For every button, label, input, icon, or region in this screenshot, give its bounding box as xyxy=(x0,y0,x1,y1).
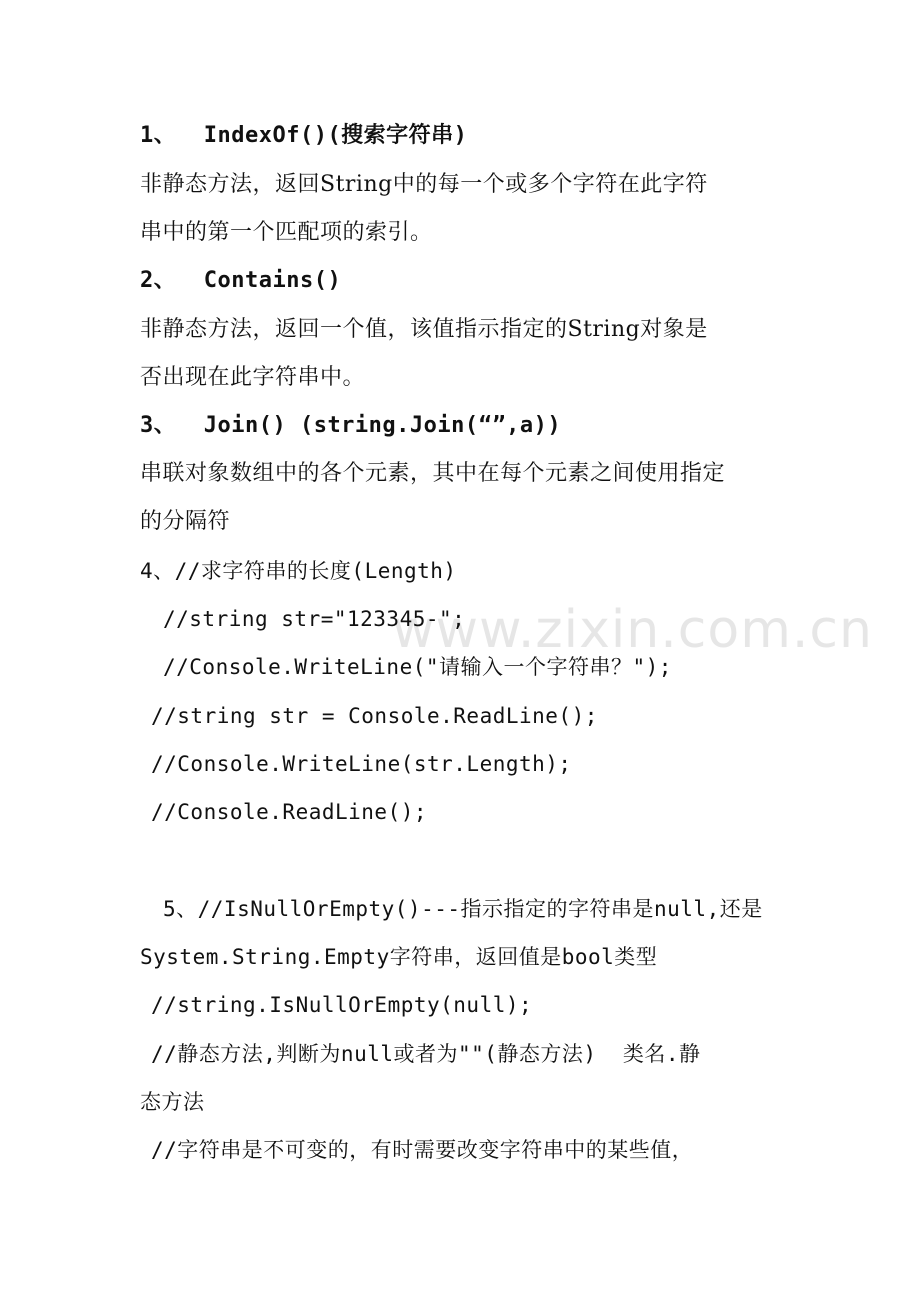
section-2-desc-line-1: 非静态方法，返回一个值，该值指示指定的String对象是 xyxy=(140,317,708,342)
section-1-desc-line-2: 串中的第一个匹配项的索引。 xyxy=(140,220,433,245)
section-5-heading-line-2: System.String.Empty字符串，返回值是bool类型 xyxy=(140,945,658,969)
section-2-desc-line-2: 否出现在此字符串中。 xyxy=(140,365,366,390)
code-line: //string str = Console.ReadLine(); xyxy=(151,704,598,728)
section-4-heading: 4、//求字符串的长度(Length) xyxy=(140,559,457,583)
code-line: //string.IsNullOrEmpty(null); xyxy=(151,993,533,1017)
section-1-heading: 1、 IndexOf()(搜索字符串) xyxy=(140,123,468,148)
section-3-desc-line-2: 的分隔符 xyxy=(140,509,231,534)
section-3-desc-line-1: 串联对象数组中的各个元素，其中在每个元素之间使用指定 xyxy=(140,461,726,486)
code-line: //Console.WriteLine(str.Length); xyxy=(151,752,572,776)
code-line: //string str="123345-"; xyxy=(163,607,466,631)
section-5-heading-line-1: 5、//IsNullOrEmpty()---指示指定的字符串是null,还是 xyxy=(163,897,763,921)
watermark-text: www.zixin.com.cn xyxy=(392,600,873,660)
code-line: //Console.WriteLine("请输入一个字符串？"); xyxy=(163,655,672,679)
section-3-heading: 3、 Join() (string.Join(“”,a)) xyxy=(140,413,562,438)
code-line: //静态方法,判断为null或者为""(静态方法) 类名.静 xyxy=(151,1042,701,1066)
section-2-heading: 2、 Contains() xyxy=(140,268,342,293)
code-line: //字符串是不可变的，有时需要改变字符串中的某些值， xyxy=(151,1138,694,1162)
section-1-desc-line-1: 非静态方法，返回String中的每一个或多个字符在此字符 xyxy=(140,172,708,197)
code-line: //Console.ReadLine(); xyxy=(151,800,428,824)
code-line: 态方法 xyxy=(140,1090,205,1114)
